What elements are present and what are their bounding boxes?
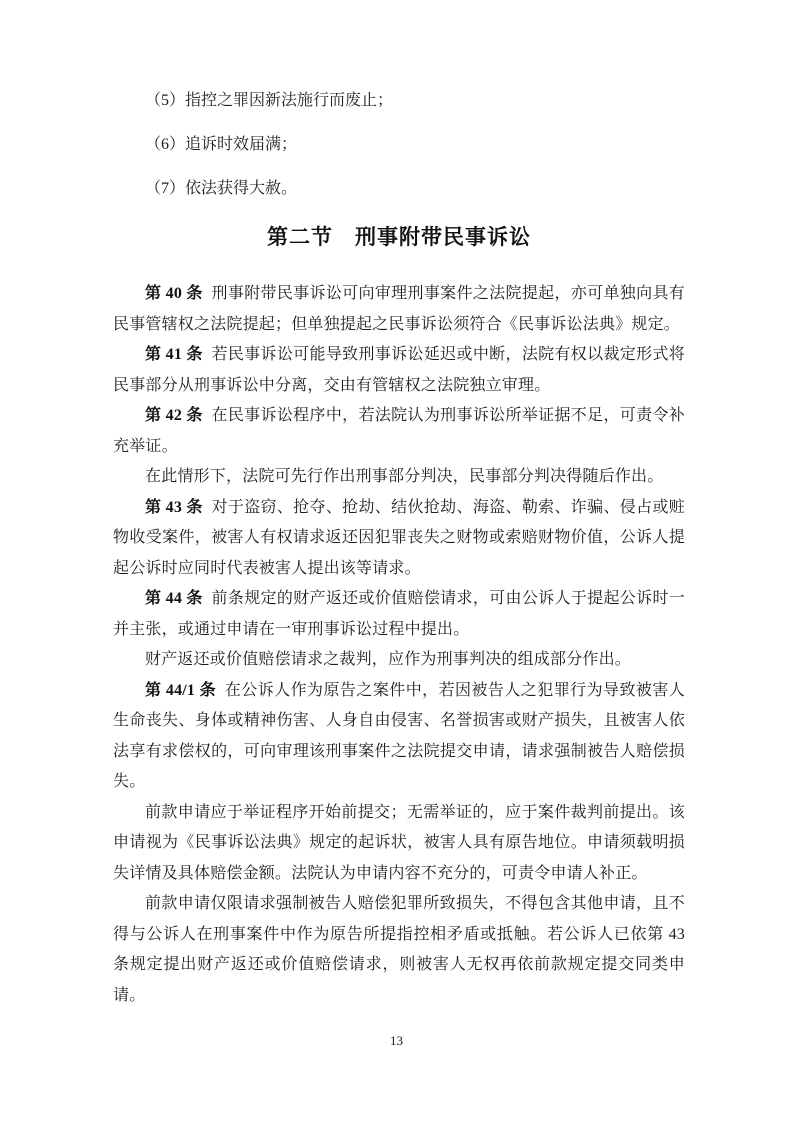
- article-40-text: 刑事附带民事诉讼可向审理刑事案件之法院提起，亦可单独向具有民事管辖权之法院提起；但单独提起之民事诉讼须符合《民事诉讼法典》规定。: [113, 285, 685, 333]
- article-42-paragraph: [113, 401, 685, 462]
- clause-list: [113, 86, 685, 204]
- article-44-1-para-3: 前款申请仅限请求强制被告人赔偿犯罪所致损失，不得包含其他申请，且不得与公诉人在刑事案件中作为原告所提指控相矛盾或抵触。若公诉人已依第 43 条规定提出财产返还或价值赔偿请求，则被害人无权再依前款规定提交同类申请。: [113, 895, 685, 1004]
- article-43-text: 对于盗窃、抢夺、抢劫、结伙抢劫、海盗、勒索、诈骗、侵占或赃物收受案件，被害人有权请求返还因犯罪丧失之财物或索赔财物价值，公诉人提起公诉时应同时代表被害人提出该等请求。: [113, 498, 685, 577]
- article-44-1-para-2: 前款申请应于举证程序开始前提交；无需举证的，应于案件裁判前提出。该申请视为《民事诉讼法典》规定的起诉状，被害人具有原告地位。申请须载明损失详情及具体赔偿金额。法院认为申请内容不充分的，可责令申请人补正。: [113, 803, 685, 882]
- article-44-continuation: 财产返还或价值赔偿请求之裁判，应作为刑事判决的组成部分作出。: [145, 651, 632, 668]
- article-42-text: 在民事诉讼程序中，若法院认为刑事诉讼所举证据不足，可责令补充举证。: [113, 407, 685, 455]
- article-44-1-text: 在公诉人作为原告之案件中，若因被告人之犯罪行为导致被害人生命丧失、身体或精神伤害、人身自由侵害、名誉损害或财产损失，且被害人依法享有求偿权的，可向审理该刑事案件之法院提交申请，请求强制被告人赔偿损失。: [113, 681, 686, 790]
- article-44-number: 第 44 条: [145, 590, 203, 607]
- article-41-number: 第 41 条: [145, 346, 203, 363]
- article-42-number: 第 42 条: [145, 407, 203, 424]
- article-41-text: 若民事诉讼可能导致刑事诉讼延迟或中断，法院有权以裁定形式将民事部分从刑事诉讼中分离，交由有管辖权之法院独立审理。: [113, 346, 685, 394]
- article-44-paragraph: [113, 584, 685, 645]
- article-40-paragraph: [113, 279, 685, 340]
- section-title: 第二节 刑事附带民事诉讼: [267, 225, 531, 249]
- clause-item-6: （6）追诉时效届满；: [145, 136, 298, 153]
- page-number: 13: [390, 1033, 403, 1048]
- article-44-text: 前条规定的财产返还或价值赔偿请求，可由公诉人于提起公诉时一并主张，或通过申请在一审刑事诉讼过程中提出。: [113, 590, 685, 638]
- clause-item-5: （5）指控之罪因新法施行而废止；: [145, 92, 394, 109]
- article-40-number: 第 40 条: [145, 285, 203, 302]
- article-43-number: 第 43 条: [145, 498, 203, 516]
- article-44-1-number: 第 44/1 条: [145, 681, 217, 699]
- article-42-continuation: 在此情形下，法院可先行作出刑事部分判决，民事部分判决得随后作出。: [145, 468, 664, 485]
- clause-item-7: （7）依法获得大赦。: [145, 180, 298, 197]
- article-41-paragraph: [113, 340, 685, 401]
- article-44-1-paragraph: [113, 676, 685, 798]
- article-43-paragraph: [113, 493, 685, 585]
